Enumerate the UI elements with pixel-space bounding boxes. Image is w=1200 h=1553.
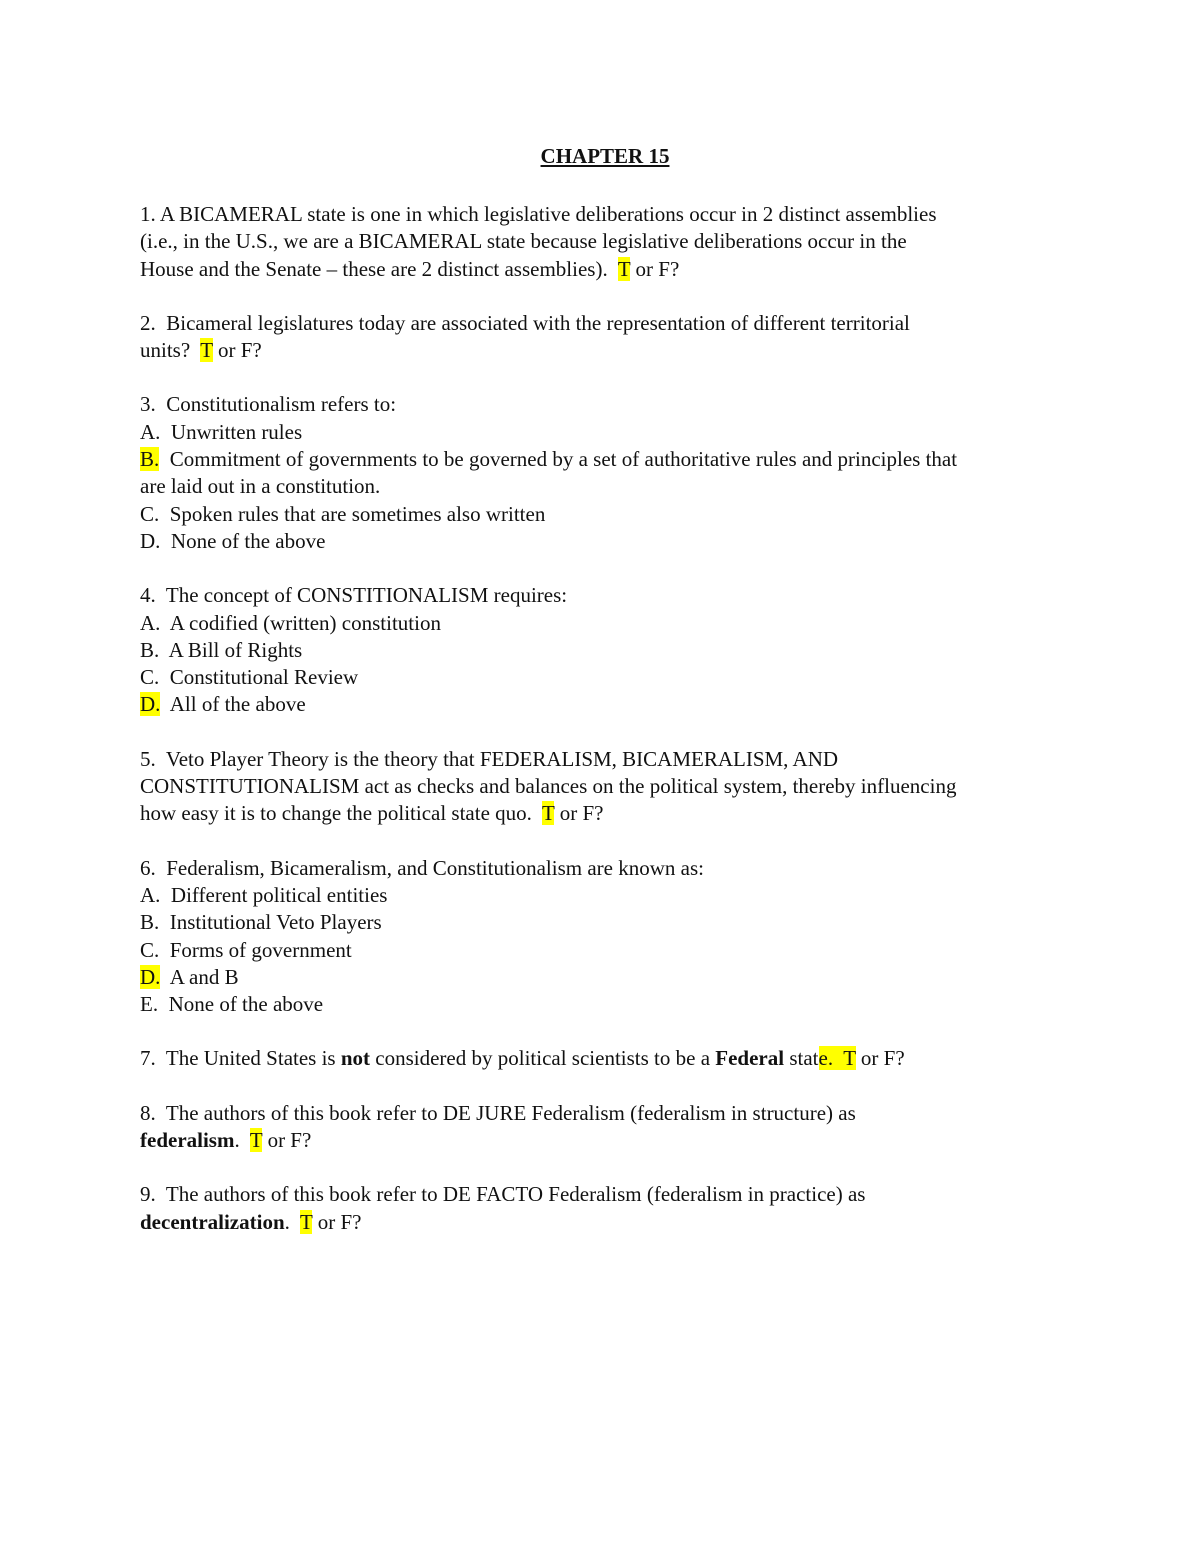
- q9-answer-highlight: T: [300, 1209, 313, 1234]
- q4-stem: 4. The concept of CONSTITIONALISM requires:: [140, 583, 568, 608]
- chapter-title: CHAPTER 15: [540, 144, 670, 168]
- q4-option-a: A. A codified (written) constitution: [140, 610, 441, 635]
- q3-option-d: D. None of the above: [140, 528, 326, 553]
- q5-line-2: CONSTITUTIONALISM act as checks and balances on the political system, thereby influencing: [140, 774, 957, 799]
- q1-line-2: (i.e., in the U.S., we are a BICAMERAL state because legislative deliberations occur in the: [140, 229, 907, 254]
- q5-line-3: [140, 800, 1070, 827]
- q1-line-1: 1. A BICAMERAL state is one in which legislative deliberations occur in 2 distinct assemblies: [140, 202, 937, 226]
- q6-answer-highlight: D.: [140, 964, 161, 989]
- q6-option-e: E. None of the above: [140, 992, 324, 1017]
- q7-line-1: [140, 1045, 1070, 1072]
- q6-option-d: [140, 964, 1070, 991]
- q4-answer-highlight: D.: [140, 692, 161, 717]
- q6-option-c: C. Forms of government: [140, 937, 352, 962]
- q6-option-a: A. Different political entities: [140, 882, 388, 907]
- q7-tf-suffix: or F?: [855, 1046, 905, 1071]
- q5-line-3-text: how easy it is to change the political state quo.: [140, 801, 543, 826]
- question-6: [140, 855, 1070, 1019]
- q2-line-1: 2. Bicameral legislatures today are associated with the representation of different territorial: [140, 310, 910, 335]
- question-2: [140, 310, 1070, 365]
- q5-answer-highlight: T: [542, 801, 555, 826]
- q7-bold-federal: Federal: [715, 1046, 785, 1071]
- question-4: [140, 582, 1070, 718]
- q1-line-3: [140, 256, 1070, 283]
- q3-option-b: [140, 446, 1070, 473]
- q2-answer-highlight: T: [200, 338, 213, 363]
- q6-stem: 6. Federalism, Bicameralism, and Constitutionalism are known as:: [140, 855, 704, 880]
- q4-option-b: B. A Bill of Rights: [140, 637, 303, 662]
- q3-option-b-cont: are laid out in a constitution.: [140, 474, 381, 499]
- q3-answer-highlight: B.: [140, 447, 160, 472]
- question-5: [140, 746, 1070, 828]
- q9-line-1: 9. The authors of this book refer to DE FACTO Federalism (federalism in practice) as: [140, 1182, 866, 1207]
- q3-option-a: A. Unwritten rules: [140, 419, 303, 444]
- q2-line-2: [140, 337, 1070, 364]
- question-9: [140, 1181, 1070, 1236]
- q8-answer-highlight: T: [249, 1128, 263, 1153]
- question-3: [140, 391, 1070, 555]
- q7-answer-highlight: T: [843, 1046, 856, 1071]
- question-8: [140, 1100, 1070, 1155]
- q8-bold-term: federalism: [140, 1128, 235, 1153]
- q4-option-d-text: All of the above: [160, 692, 306, 717]
- document-page: [140, 140, 1070, 1263]
- q4-option-c: C. Constitutional Review: [140, 665, 359, 690]
- q9-text: .: [284, 1209, 301, 1234]
- q7-text-1: 7. The United States is: [140, 1046, 341, 1071]
- q9-bold-term: decentralization: [140, 1209, 285, 1234]
- q4-option-d: [140, 691, 1070, 718]
- q1-answer-highlight: T: [617, 256, 631, 281]
- q6-option-d-text: A and B: [160, 964, 239, 989]
- q8-line-2: [140, 1127, 1070, 1154]
- q8-tf-suffix: or F?: [262, 1128, 312, 1153]
- q5-tf-suffix: or F?: [554, 801, 604, 826]
- q8-text: .: [234, 1128, 250, 1153]
- q3-stem: 3. Constitutionalism refers to:: [140, 392, 397, 417]
- question-7: [140, 1045, 1070, 1072]
- q9-line-2: [140, 1209, 1070, 1236]
- q7-highlight-pre: e.: [818, 1046, 844, 1071]
- q3-option-b-text: Commitment of governments to be governed by a set of authoritative rules and principles that: [159, 447, 958, 472]
- q7-text-2: considered by political scientists to be a: [370, 1046, 716, 1071]
- q2-tf-suffix: or F?: [212, 338, 262, 363]
- q1-tf-suffix: or F?: [630, 256, 680, 281]
- q2-line-2-text: units?: [140, 338, 201, 363]
- question-1: [140, 201, 1070, 283]
- q5-line-1: 5. Veto Player Theory is the theory that FEDERALISM, BICAMERALISM, AND: [140, 746, 839, 771]
- q3-option-c: C. Spoken rules that are sometimes also written: [140, 501, 546, 526]
- q8-line-1: 8. The authors of this book refer to DE JURE Federalism (federalism in structure) as: [140, 1100, 856, 1125]
- q7-text-3: stat: [784, 1046, 819, 1071]
- q7-bold-not: not: [340, 1046, 371, 1071]
- q6-option-b: B. Institutional Veto Players: [140, 910, 382, 935]
- q1-line-3-text: House and the Senate – these are 2 distinct assemblies).: [140, 256, 618, 281]
- q9-tf-suffix: or F?: [312, 1209, 362, 1234]
